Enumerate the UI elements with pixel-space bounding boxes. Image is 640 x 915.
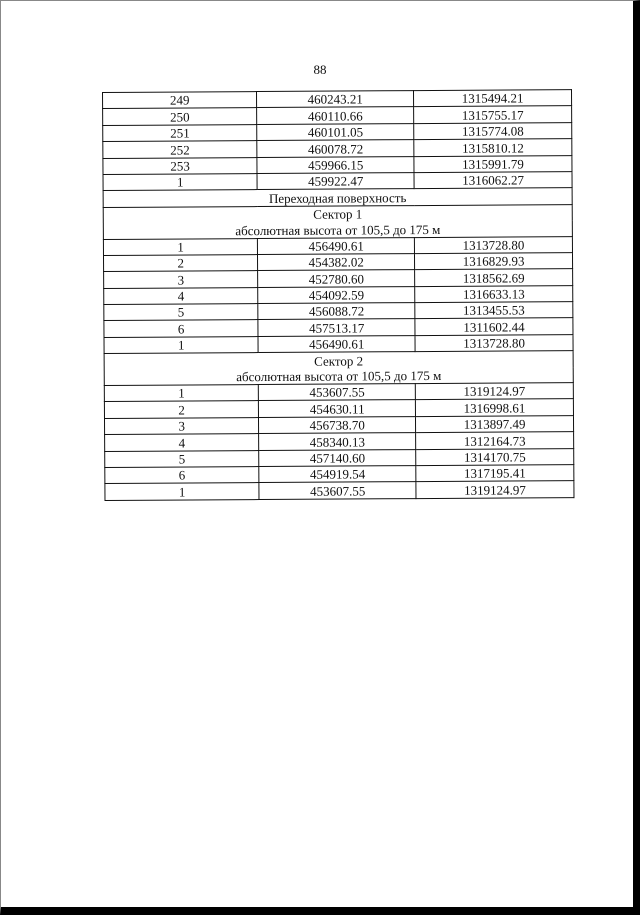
y-coordinate: 1316633.13: [415, 285, 573, 302]
point-number: 251: [103, 124, 257, 141]
coordinates-table: [102, 89, 574, 501]
point-number: 1: [103, 238, 257, 255]
y-coordinate: 1315774.08: [414, 122, 572, 139]
y-coordinate: 1313897.49: [416, 415, 574, 432]
y-coordinate: 1316998.61: [416, 399, 574, 416]
x-coordinate: 454630.11: [259, 400, 416, 417]
x-coordinate: 458340.13: [259, 433, 416, 450]
x-coordinate: 456490.61: [258, 335, 415, 352]
y-coordinate: 1313455.53: [415, 302, 573, 319]
y-coordinate: 1315494.21: [414, 90, 572, 107]
x-coordinate: 460101.05: [257, 123, 414, 140]
point-number: 250: [103, 108, 257, 125]
transition-surface-heading: Переходная поверхность: [103, 188, 572, 207]
sector-2-subtitle: абсолютная высота от 105,5 до 175 м: [104, 367, 573, 386]
x-coordinate: 460110.66: [257, 107, 414, 124]
point-number: 4: [104, 287, 258, 304]
point-number: 6: [105, 467, 259, 484]
x-coordinate: 457513.17: [258, 319, 415, 336]
x-coordinate: 459922.47: [257, 173, 414, 190]
sector-2-title: Сектор 2: [104, 351, 573, 370]
point-number: 4: [105, 434, 259, 451]
point-number: 1: [103, 174, 257, 191]
point-number: 3: [104, 417, 258, 434]
point-number: 1: [104, 336, 258, 353]
y-coordinate: 1315755.17: [414, 106, 572, 123]
y-coordinate: 1312164.73: [416, 432, 574, 449]
x-coordinate: 454919.54: [259, 466, 416, 483]
point-number: 1: [105, 483, 259, 500]
y-coordinate: 1313728.80: [415, 236, 573, 253]
x-coordinate: 456738.70: [259, 416, 416, 433]
x-coordinate: 456088.72: [258, 303, 415, 320]
y-coordinate: 1319124.97: [415, 383, 573, 400]
y-coordinate: 1313728.80: [415, 334, 573, 351]
point-number: 253: [103, 157, 257, 174]
x-coordinate: 453607.55: [259, 482, 416, 499]
x-coordinate: 460243.21: [257, 91, 414, 108]
y-coordinate: 1318562.69: [415, 269, 573, 286]
y-coordinate: 1311602.44: [415, 318, 573, 335]
point-number: 2: [104, 401, 258, 418]
point-number: 2: [103, 254, 257, 271]
page-number: 88: [313, 62, 327, 77]
x-coordinate: 457140.60: [259, 449, 416, 466]
y-coordinate: 1315991.79: [414, 155, 572, 172]
y-coordinate: 1314170.75: [416, 448, 574, 465]
x-coordinate: 454092.59: [258, 286, 415, 303]
point-number: 1: [104, 385, 258, 402]
point-number: 252: [103, 141, 257, 158]
x-coordinate: 452780.60: [258, 270, 415, 287]
y-coordinate: 1316829.93: [415, 253, 573, 270]
x-coordinate: 454382.02: [258, 253, 415, 270]
x-coordinate: 453607.55: [259, 384, 416, 401]
y-coordinate: 1319124.97: [416, 481, 574, 498]
table-row: [105, 481, 574, 500]
point-number: 3: [104, 271, 258, 288]
sector-1-title: Сектор 1: [103, 204, 572, 223]
y-coordinate: 1316062.27: [414, 172, 572, 189]
x-coordinate: 456490.61: [258, 237, 415, 254]
point-number: 5: [105, 450, 259, 467]
sector-1-subtitle: абсолютная высота от 105,5 до 175 м: [103, 220, 572, 239]
y-coordinate: 1317195.41: [416, 465, 574, 482]
point-number: 5: [104, 304, 258, 321]
point-number: 249: [103, 92, 257, 109]
x-coordinate: 459966.15: [257, 156, 414, 173]
x-coordinate: 460078.72: [257, 140, 414, 157]
point-number: 6: [104, 320, 258, 337]
y-coordinate: 1315810.12: [414, 139, 572, 156]
